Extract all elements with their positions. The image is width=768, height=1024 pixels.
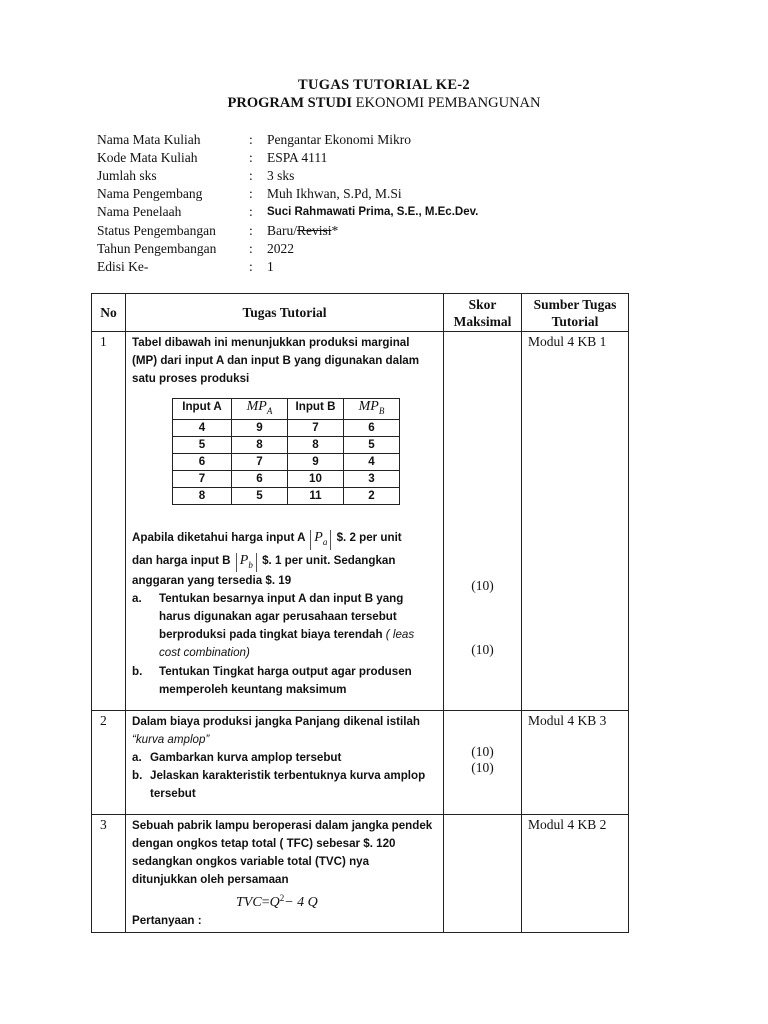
meta-label: Edisi Ke- [97,258,149,274]
meta-colon: : [249,240,253,256]
tvc-equation: $TVC=Q^2- 4$ Q [236,893,318,910]
task-intro: Sebuah pabrik lampu beroperasi dalam jangka pendek dengan ongkos tetap total ( TFC) sebesar $. 120 sedangkan ongkos variable total (TVC) nya ditunjukkan oleh persamaan [132,819,433,886]
task-cell [126,332,444,711]
status-asterisk: * [331,222,339,238]
meta-row-developer [97,185,478,203]
question-list [132,590,437,699]
meta-row-edition [97,258,478,276]
row-number: 3 [92,815,126,933]
meta-colon: : [249,222,253,238]
score-a: (10) [471,744,494,759]
meta-row-credits [97,167,478,185]
table-row [92,711,629,815]
inner-cell: 5 [232,487,288,504]
inner-cell: 8 [232,436,288,453]
meta-row-course-name [97,131,478,149]
question-b: b. Tentukan Tingkat harga output agar produsen memperoleh keuntang maksimum [132,663,437,699]
inner-cell: 8 [288,436,344,453]
price-line-a: Apabila diketahui harga input A $P_a$ $. 2 per unit [132,529,437,550]
table-row [92,815,629,933]
table-header-row [92,294,629,332]
inner-cell: 2 [344,487,400,504]
task-intro: Dalam biaya produksi jangka Panjang dikenal istilah [132,715,421,728]
header-source [522,294,629,332]
status-revision-struck: Revisi [297,222,332,238]
price-line-b: dan harga input B $P_b$ $. 1 per unit. Sedangkan [132,552,437,573]
header-no: No [92,294,126,332]
row-number: 2 [92,711,126,815]
question-heading: Pertanyaan : [132,913,202,927]
meta-value: 1 [267,258,274,274]
meta-colon: : [249,204,253,220]
score-b: (10) [471,642,494,657]
meta-label: Kode Mata Kuliah [97,150,198,166]
meta-row-status [97,221,478,239]
inner-cell: 5 [344,436,400,453]
meta-value: 3 sks [267,168,295,184]
question-marker: a. [132,592,142,606]
inner-cell: 3 [344,470,400,487]
inner-cell: 9 [232,419,288,436]
header-score-line2: Maksimal [453,313,512,329]
meta-label: Nama Pengembang [97,186,203,202]
inner-cell: 7 [232,453,288,470]
inner-cell: 6 [344,419,400,436]
meta-value: Pengantar Ekonomi Mikro [267,132,411,148]
question-a: a. Tentukan besarnya input A dan input B yang harus digunakan agar perusahaan tersebut berproduksi pada tingkat biaya terendah ( leas cost combination) [132,590,437,662]
question-marker: b. [132,665,143,679]
task-cell [126,815,444,933]
status-new: Baru/ [267,222,297,238]
inner-row [173,470,400,487]
inner-row [173,436,400,453]
question-a-italic: ( leas cost combination) [159,628,415,660]
inner-cell: 7 [173,470,232,487]
meta-label: Tahun Pengembangan [97,240,217,256]
meta-value: 2022 [267,240,294,256]
score-a: (10) [471,578,494,593]
meta-label: Nama Mata Kuliah [97,132,201,148]
task-intro: Tabel dibawah ini menunjukkan produksi marginal (MP) dari input A dan input B yang digunakan dalam satu proses produksi [132,336,420,385]
meta-colon: : [249,186,253,202]
inner-cell: 10 [288,470,344,487]
question-b: b. Jelaskan karakteristik terbentuknya kurva amplop tersebut [132,767,437,803]
meta-colon: : [249,168,253,184]
inner-header-input-a: Input A [173,399,232,420]
inner-header-mp-a: $MP_A$ [232,399,288,420]
question-marker: b. [132,769,143,782]
score-cell [444,332,522,711]
inner-row [173,487,400,504]
source-cell: Modul 4 KB 2 [522,815,629,933]
header-score-line1: Skor [468,296,497,312]
header-source-line1: Sumber Tugas [533,296,617,312]
inner-row [173,419,400,436]
meta-colon: : [249,150,253,166]
task-intro-italic: “kurva amplop” [132,733,210,746]
source-cell: Modul 4 KB 1 [522,332,629,711]
inner-cell: 4 [173,419,232,436]
program-name: EKONOMI PEMBANGUNAN [355,95,541,111]
program-line [0,95,768,112]
inner-cell: 6 [232,470,288,487]
meta-row-course-code [97,149,478,167]
inner-cell: 5 [173,436,232,453]
meta-label: Jumlah sks [97,168,157,184]
tutorial-task-table [91,293,629,933]
meta-row-year [97,240,478,258]
question-list [132,749,437,803]
inner-header-input-b: Input B [288,399,344,420]
score-b: (10) [471,760,494,775]
price-a-symbol: $P_a$ [310,530,331,550]
meta-value [267,223,338,239]
meta-value: Muh Ikhwan, S.Pd, M.Si [267,186,402,202]
question-marker: a. [132,751,142,764]
header-task: Tugas Tutorial [126,294,444,332]
document-title: TUGAS TUTORIAL KE-2 [298,77,470,93]
table-row [92,332,629,711]
question-a: a. Gambarkan kurva amplop tersebut [132,749,437,767]
source-cell: Modul 4 KB 3 [522,711,629,815]
header-score [444,294,522,332]
course-metadata [97,131,478,276]
header-source-line2: Tutorial [551,313,599,329]
row-number: 1 [92,332,126,711]
meta-label: Status Pengembangan [97,222,216,238]
inner-cell: 8 [173,487,232,504]
meta-value: ESPA 4111 [267,150,328,166]
inner-cell: 9 [288,453,344,470]
score-cell [444,711,522,815]
budget-line: anggaran yang tersedia $. 19 [132,574,292,588]
meta-colon: : [249,258,253,274]
program-label: PROGRAM STUDI [227,95,352,111]
price-b-symbol: $P_b$ [236,553,257,573]
inner-cell: 7 [288,419,344,436]
marginal-product-table [172,398,400,505]
task-cell [126,711,444,815]
inner-header-mp-b: $MP_B$ [344,399,400,420]
score-cell [444,815,522,933]
meta-value: Suci Rahmawati Prima, S.E., M.Ec.Dev. [267,206,479,219]
inner-header-row [173,399,400,420]
inner-cell: 11 [288,487,344,504]
meta-row-reviewer [97,203,478,221]
meta-colon: : [249,132,253,148]
inner-cell: 6 [173,453,232,470]
inner-cell: 4 [344,453,400,470]
inner-row [173,453,400,470]
meta-label: Nama Penelaah [97,204,182,220]
